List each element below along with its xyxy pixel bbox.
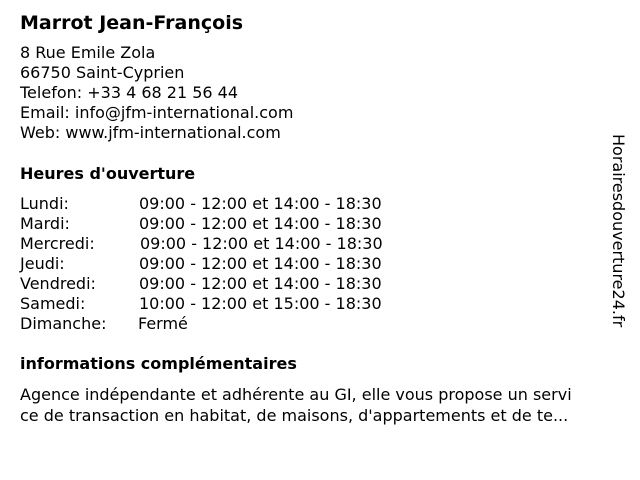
- additional-info-text: [20, 384, 622, 426]
- hours-row-sunday: [20, 314, 460, 334]
- hours-row-wednesday: [20, 234, 460, 254]
- hours-value: 09:00 - 12:00 et 14:00 - 18:30: [139, 194, 382, 213]
- hours-value: 09:00 - 12:00 et 14:00 - 18:30: [139, 274, 382, 293]
- day-label: Mercredi:: [20, 234, 95, 253]
- address-city: 66750 Saint-Cyprien: [20, 63, 185, 82]
- hours-value: 10:00 - 12:00 et 15:00 - 18:30: [139, 294, 382, 313]
- hours-row-tuesday: [20, 214, 460, 234]
- hours-value: 09:00 - 12:00 et 14:00 - 18:30: [139, 254, 382, 273]
- description-line: ce de transaction en habitat, de maisons, d'appartements et de te...: [20, 406, 569, 425]
- website: Web: www.jfm-international.com: [20, 123, 281, 142]
- hours-row-monday: [20, 194, 460, 214]
- site-watermark: Horairesdouverture24.fr: [609, 134, 628, 328]
- phone-number: Telefon: +33 4 68 21 56 44: [20, 83, 239, 102]
- business-name: Marrot Jean-François: [20, 12, 244, 34]
- hours-row-saturday: [20, 294, 460, 314]
- address-street: 8 Rue Emile Zola: [20, 43, 156, 62]
- day-label: Mardi:: [20, 214, 70, 233]
- description-line: Agence indépendante et adhérente au GI, elle vous propose un servi: [20, 385, 572, 404]
- email-address: Email: info@jfm-international.com: [20, 103, 294, 122]
- hours-row-friday: [20, 274, 460, 294]
- additional-info-heading: informations complémentaires: [20, 354, 297, 373]
- day-label: Samedi:: [20, 294, 86, 313]
- day-label: Vendredi:: [20, 274, 96, 293]
- opening-hours-heading: Heures d'ouverture: [20, 164, 196, 183]
- day-label: Dimanche:: [20, 314, 107, 333]
- hours-row-thursday: [20, 254, 460, 274]
- hours-value: 09:00 - 12:00 et 14:00 - 18:30: [140, 234, 383, 253]
- day-label: Jeudi:: [20, 254, 65, 273]
- day-label: Lundi:: [20, 194, 69, 213]
- hours-value: 09:00 - 12:00 et 14:00 - 18:30: [139, 214, 382, 233]
- opening-hours-table: [20, 194, 460, 334]
- contact-block: [20, 43, 293, 143]
- hours-value: Fermé: [138, 314, 188, 333]
